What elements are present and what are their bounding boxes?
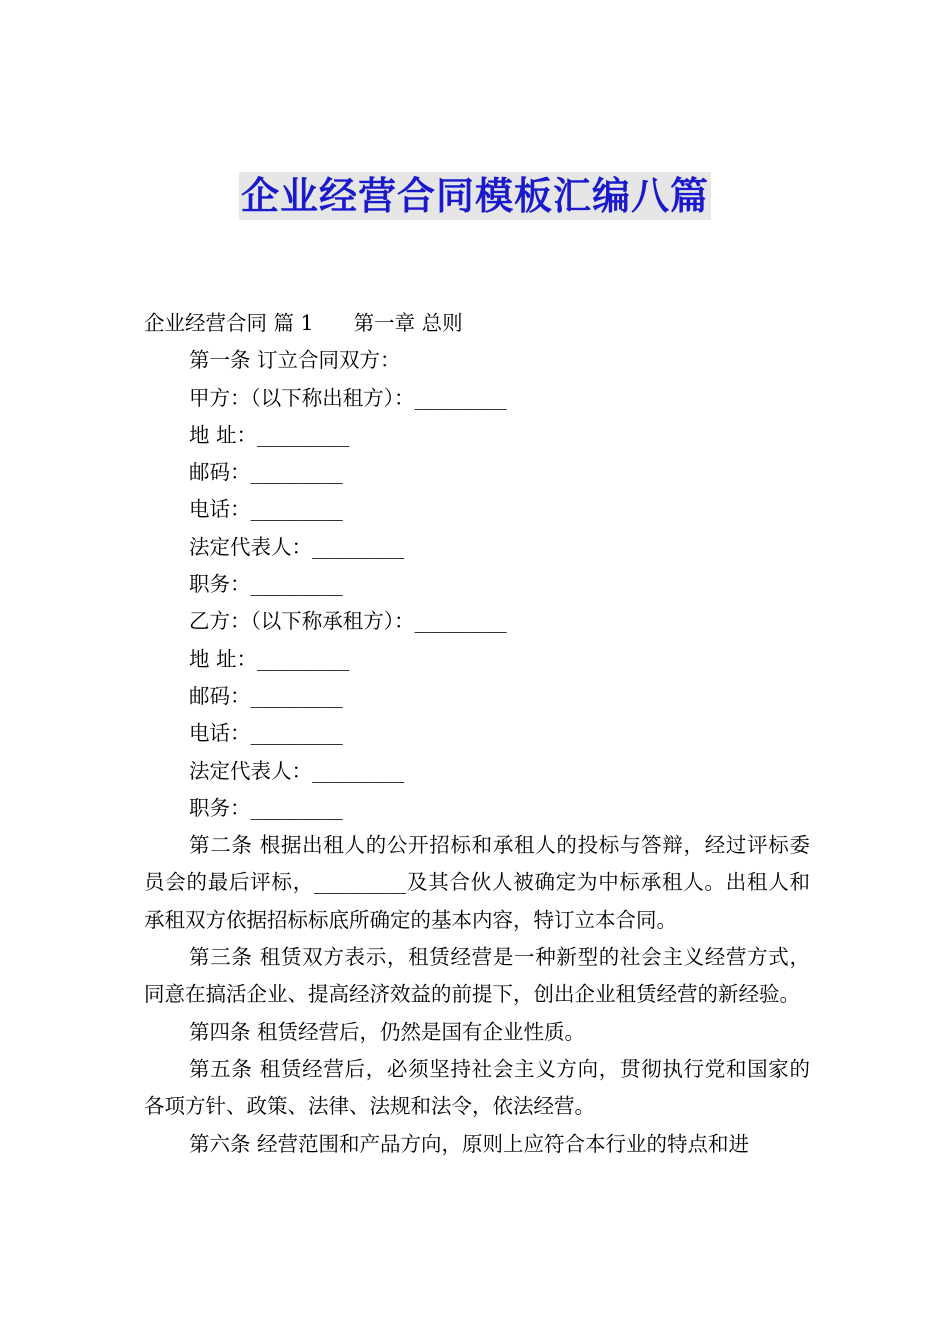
field-line: 第一条 订立合同双方： [189,348,401,373]
article-paragraph: 第二条 根据出租人的公开招标和承租人的投标与答辩，经过评标委员会的最后评标，_________及其合伙人被确定为中标承租人。出租人和承租双方依据招标标底所确定的基本内容，特订立本合同。 [144,833,810,932]
field-line: 邮码：_________ [189,460,343,485]
section-header [144,305,810,342]
field-line: 乙方：（以下称承租方）：_________ [189,609,507,634]
field-line: 地 址：_________ [189,646,350,671]
field-line: 职务：_________ [189,572,343,597]
field-line: 电话：_________ [189,721,343,746]
document-title-wrap [0,172,950,220]
section-header-right: 第一章 总则 [353,311,463,335]
document-title: 企业经营合同模板汇编八篇 [240,174,709,218]
field-line: 电话：_________ [189,497,343,522]
article-paragraph: 第四条 租赁经营后，仍然是国有企业性质。 [189,1019,586,1044]
section-header-left: 企业经营合同 篇 1 [144,311,314,335]
field-line: 邮码：_________ [189,683,343,708]
field-line: 法定代表人：_________ [189,758,405,783]
document-body [144,305,810,1163]
field-line: 甲方：（以下称出租方）：_________ [189,385,507,410]
article-paragraph: 第五条 租赁经营后，必须坚持社会主义方向，贯彻执行党和国家的各项方针、政策、法律、法规和法令，依法经营。 [144,1056,810,1119]
article-paragraph: 第六条 经营范围和产品方向，原则上应符合本行业的特点和进 [189,1131,750,1156]
article-paragraph: 第三条 租赁双方表示，租赁经营是一种新型的社会主义经营方式，同意在搞活企业、提高经济效益的前提下，创出企业租赁经营的新经验。 [144,945,810,1007]
field-line: 职务：_________ [189,795,343,820]
field-line: 地 址：_________ [189,422,350,447]
field-line: 法定代表人：_________ [189,534,405,559]
